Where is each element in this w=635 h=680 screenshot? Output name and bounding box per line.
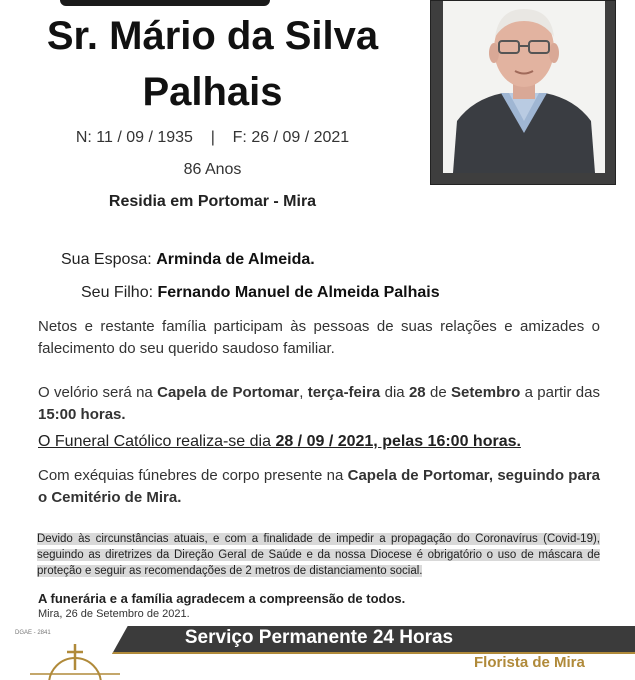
wake-text-2: ,: [299, 384, 308, 401]
wake-info: [38, 382, 600, 426]
exequies-place: Capela de Portomar: [347, 467, 489, 484]
deceased-name-line1: Sr. Mário da Silva: [46, 14, 379, 58]
birth-death-dates: N: 11 / 09 / 1935 | F: 26 / 09 / 2021: [75, 129, 350, 146]
wake-day: terça-feira: [307, 384, 381, 401]
covid-notice-text: Devido às circunstâncias atuais, e com a finalidade de impedir a propagação do Coronavírus (Covid-19), seguindo as diretrizes da Direção Geral de Saúde e da nossa Diocese é obrigatório o uso de máscara de proteção e seguir as recomendações de 2 metros de distanciamento social.: [37, 533, 600, 577]
portrait-frame: [430, 0, 616, 185]
funeral-home-emblem-icon: [30, 640, 120, 680]
florist-label: Florista de Mira: [474, 654, 585, 671]
funeral-info: [38, 433, 608, 451]
exequies-text-2: , seguindo para o Cemitério de Mira.: [38, 467, 600, 506]
deceased-name-line2: Palhais: [142, 70, 283, 114]
exequies-text-1: Com exéquias fúnebres de corpo presente na: [38, 467, 348, 484]
wake-text-5: a partir das: [520, 384, 600, 401]
son-name: Fernando Manuel de Almeida Palhais: [157, 284, 440, 301]
spouse-label: Sua Esposa:: [61, 251, 152, 268]
funeral-text: O Funeral Católico realiza-se dia: [38, 433, 276, 450]
covid-notice: [37, 531, 600, 579]
residence: Residia em Portomar - Mira: [108, 193, 317, 210]
wake-place: Capela de Portomar: [157, 384, 300, 401]
funeral-datetime: 28 / 09 / 2021, pelas 16:00 horas.: [275, 433, 521, 450]
son-line: [81, 284, 440, 302]
thanks-message: A funerária e a família agradecem a compreensão de todos.: [38, 591, 406, 606]
dgae-number: DGAE - 2841: [15, 630, 51, 636]
top-decoration-bar: [60, 0, 270, 6]
spouse-line: [61, 251, 315, 269]
wake-text-3: dia: [380, 384, 409, 401]
son-label: Seu Filho:: [81, 284, 154, 301]
portrait-illustration: [443, 1, 605, 173]
wake-text-1: O velório será na: [38, 384, 158, 401]
wake-date: 28: [408, 384, 426, 401]
exequies-info: [38, 465, 600, 509]
spouse-name: Arminda de Almeida.: [156, 251, 315, 268]
portrait-photo: [443, 1, 605, 173]
family-notice: Netos e restante família participam às pessoas de suas relações e amizades o falecimento do seu querido saudoso familiar.: [38, 318, 600, 357]
wake-text-4: de: [425, 384, 452, 401]
age: 86 Anos: [183, 161, 242, 178]
wake-month: Setembro: [451, 384, 521, 401]
service-label: Serviço Permanente 24 Horas: [184, 627, 454, 648]
place-date: Mira, 26 de Setembro de 2021.: [38, 608, 190, 620]
wake-time: 15:00 horas.: [38, 406, 126, 423]
